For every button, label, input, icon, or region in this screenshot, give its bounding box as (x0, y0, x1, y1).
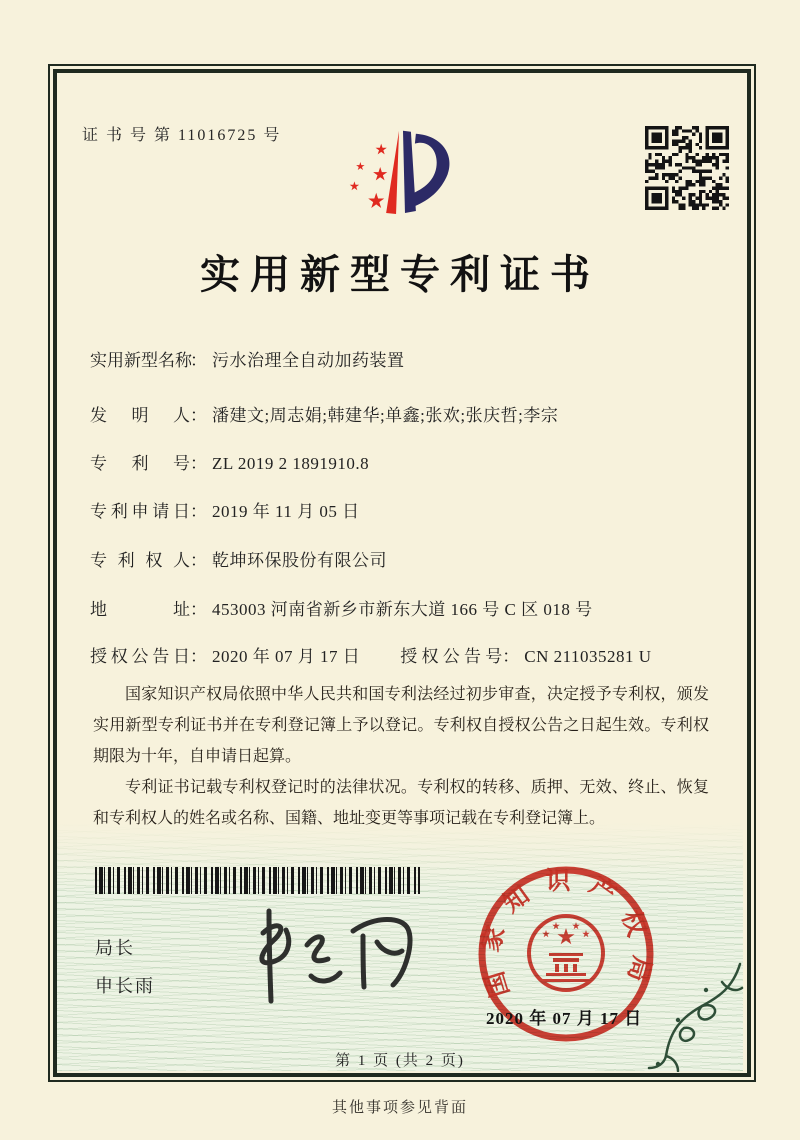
cnipa-logo-icon (336, 104, 468, 218)
field-label: 专利权人 (90, 551, 190, 570)
field-label: 专利号 (90, 454, 190, 473)
qr-code (645, 126, 729, 210)
field-utility-model-name (90, 346, 405, 371)
field-label: 授权公告日 (90, 647, 190, 666)
colon: ： (190, 647, 207, 666)
field-value: 污水治理全自动加药装置 (212, 351, 405, 370)
signatory-name: 申长雨 (95, 976, 155, 996)
certificate-number: 证 书 号 第 11016725 号 (82, 127, 282, 144)
colon: ： (190, 351, 207, 370)
seal-agency-text: 国家知识产权局 (477, 867, 655, 1000)
national-emblem-icon (529, 916, 603, 990)
legal-paragraph-1: 国家知识产权局依照中华人民共和国专利法经过初步审查，决定授予专利权，颁发实用新型专利证书并在专利登记簿上予以登记。专利权自授权公告之日起生效。专利权期限为十年，自申请日起算。 (93, 686, 709, 765)
field-grant-info (90, 642, 652, 667)
signatory-title: 局长 (95, 938, 135, 958)
signatory-block (95, 934, 155, 1010)
colon: ： (190, 406, 207, 425)
field-label: 实用新型名称 (90, 351, 192, 370)
field-patentee (90, 546, 387, 571)
handwritten-signature (205, 903, 420, 1011)
field-value: 潘建文;周志娟;韩建华;单鑫;张欢;张庆哲;李宗 (212, 406, 559, 425)
field-patent-number (90, 449, 369, 474)
field-label: 发明人 (90, 406, 190, 425)
colon: ： (190, 502, 207, 521)
back-note: 其他事项参见背面 (331, 1100, 468, 1116)
seal-date: 2020 年 07 月 17 日 (486, 1009, 643, 1028)
field-value: 453003 河南省新乡市新东大道 166 号 C 区 018 号 (212, 600, 593, 619)
field-value: ZL 2019 2 1891910.8 (212, 454, 370, 473)
field-value: 乾坤环保股份有限公司 (212, 551, 387, 570)
legal-paragraph-2: 专利证书记载专利权登记时的法律状况。专利权的转移、质押、无效、终止、恢复和专利权人的姓名或名称、国籍、地址变更等事项记载在专利登记簿上。 (93, 779, 709, 827)
field-filing-date (90, 497, 360, 522)
field-address (90, 595, 593, 620)
field-label: 授权公告号 (400, 647, 503, 666)
field-value: CN 211035281 U (524, 647, 652, 666)
barcode (95, 867, 420, 894)
field-value: 2019 年 11 月 05 日 (212, 502, 360, 521)
cnipa-logo-svg (336, 104, 468, 218)
field-inventors (90, 401, 558, 426)
qr-code-svg (645, 126, 729, 210)
certificate-title: 实用新型专利证书 (200, 252, 600, 297)
field-value: 2020 年 07 月 17 日 (212, 647, 361, 666)
colon: ： (502, 647, 520, 666)
colon: ： (190, 600, 207, 619)
page-indicator: 第 1 页 (共 2 页) (335, 1053, 465, 1069)
colon: ： (190, 454, 207, 473)
field-label: 地址 (90, 600, 190, 619)
field-label: 专利申请日 (90, 502, 190, 521)
colon: ： (190, 551, 207, 570)
legal-text (93, 679, 709, 834)
